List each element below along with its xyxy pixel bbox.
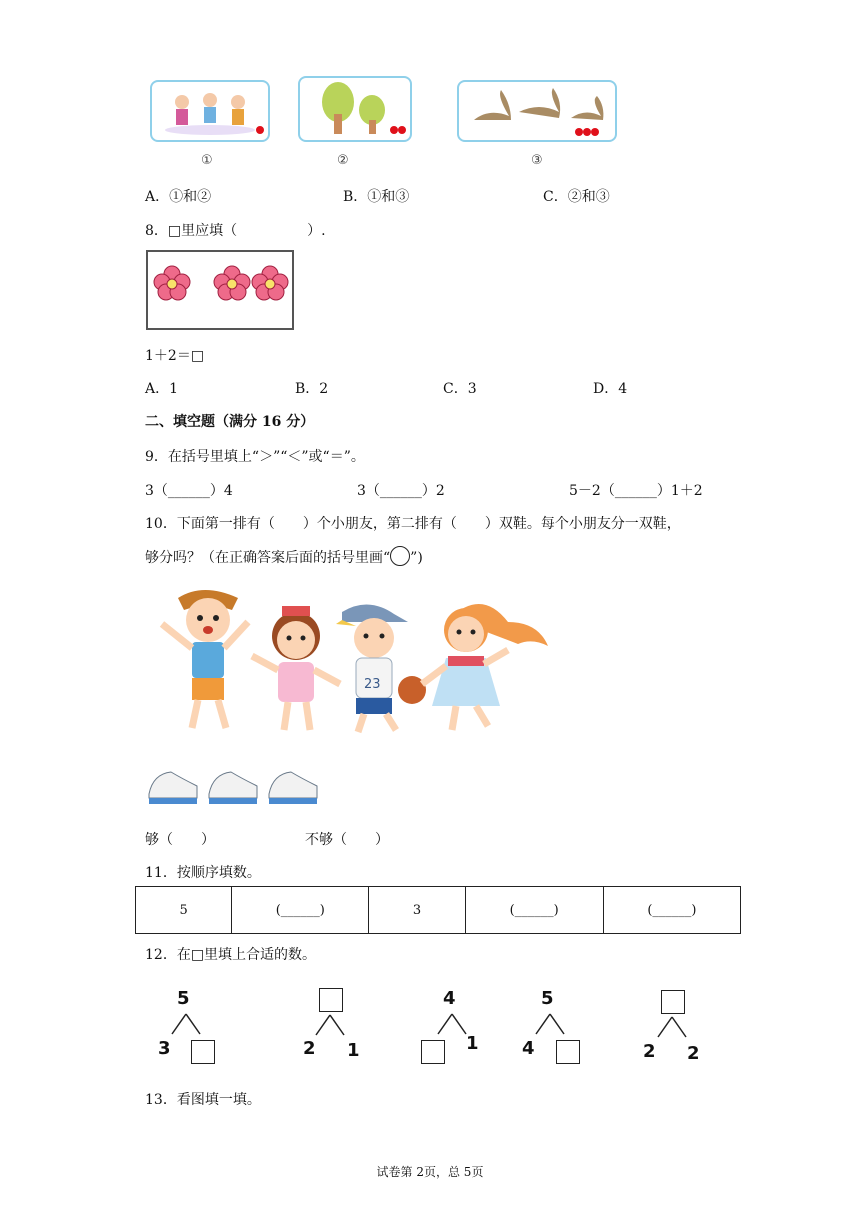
q8-option-d[interactable]: D．4 <box>593 381 628 397</box>
q7-option-a[interactable]: A．①和② <box>145 189 212 205</box>
tree-5-top-box[interactable] <box>661 990 685 1014</box>
flower-icon <box>214 266 250 300</box>
shoe-pair-icon <box>269 772 317 804</box>
children-illustration <box>150 582 550 742</box>
geese-drawing <box>459 82 615 140</box>
q12-question: 12．在□里填上合适的数。 <box>145 947 317 963</box>
circle-icon <box>390 546 410 566</box>
q9-item-1[interactable]: 3（______）4 <box>145 483 233 499</box>
tree-2-top-box[interactable] <box>319 988 343 1012</box>
child-2 <box>252 606 340 730</box>
flowers-drawing <box>148 252 292 328</box>
tree-1-left: 3 <box>158 1038 171 1059</box>
q8-option-a[interactable]: A．1 <box>145 381 179 397</box>
seq-cell: 3 <box>369 887 465 934</box>
tree-4-left: 4 <box>522 1038 535 1059</box>
section-heading: 二、填空题（满分 16 分） <box>145 414 315 430</box>
tree-1-top: 5 <box>177 988 190 1009</box>
tree-5-right: 2 <box>687 1043 700 1064</box>
tree-1-lines <box>168 1012 208 1036</box>
q10-line-2-text: 够分吗？（在正确答案后面的括号里画“ <box>145 550 391 566</box>
q10-line-2-end: ”) <box>410 550 423 566</box>
q11-question: 11．按顺序填数。 <box>145 865 261 881</box>
picture-1-children <box>150 80 270 142</box>
pic-label-2: ② <box>337 153 349 168</box>
child-4 <box>422 604 548 730</box>
flower-icon <box>154 266 190 300</box>
q8-option-c[interactable]: C．3 <box>443 381 477 397</box>
flower-icon <box>252 266 288 300</box>
children-drawing <box>152 82 268 140</box>
q7-option-c[interactable]: C．②和③ <box>543 189 610 205</box>
tree-3-right: 1 <box>466 1033 479 1054</box>
tree-1-right-box[interactable] <box>191 1040 215 1064</box>
q8-question: 8．□里应填（ ）. <box>145 223 326 239</box>
q9-question: 9．在括号里填上“＞”“＜”或“＝”。 <box>145 449 365 465</box>
picture-2-trees <box>298 76 412 142</box>
tree-2-left: 2 <box>303 1038 316 1059</box>
tree-3-top: 4 <box>443 988 456 1009</box>
choice-enough[interactable]: 够（ ） <box>145 832 215 848</box>
picture-3-geese <box>457 80 617 142</box>
q13-question: 13．看图填一填。 <box>145 1092 261 1108</box>
q8-option-b[interactable]: B．2 <box>295 381 329 397</box>
child-1 <box>162 590 248 728</box>
tree-4-top: 5 <box>541 988 554 1009</box>
tree-2-lines <box>312 1013 352 1037</box>
tree-3-left-box[interactable] <box>421 1040 445 1064</box>
shirt-number: 23 <box>364 677 381 692</box>
q10-line-2 <box>145 546 423 567</box>
shoes-illustration <box>145 764 330 808</box>
seq-blank[interactable]: (______) <box>232 887 369 934</box>
shoe-pair-icon <box>209 772 257 804</box>
q10-line-1: 10．下面第一排有（ ）个小朋友，第二排有（ ）双鞋。每个小朋友分一双鞋， <box>145 516 681 532</box>
tree-2-right: 1 <box>347 1040 360 1061</box>
pic-label-3: ③ <box>531 153 543 168</box>
seq-cell: 5 <box>136 887 232 934</box>
q7-option-b[interactable]: B．①和③ <box>343 189 410 205</box>
tree-4-right-box[interactable] <box>556 1040 580 1064</box>
q9-item-2[interactable]: 3（______）2 <box>357 483 445 499</box>
tree-4-lines <box>532 1012 572 1036</box>
choice-not-enough[interactable]: 不够（ ） <box>305 832 389 848</box>
shoe-pair-icon <box>149 772 197 804</box>
page-footer: 试卷第 2页，总 5页 <box>376 1165 484 1179</box>
q9-item-3[interactable]: 5－2（______）1＋2 <box>569 483 703 499</box>
q8-equation: 1＋2＝□ <box>145 348 205 364</box>
seq-blank[interactable]: (______) <box>603 887 740 934</box>
flower-box <box>146 250 294 330</box>
pic-label-1: ① <box>201 153 213 168</box>
child-3 <box>336 604 426 732</box>
tree-5-lines <box>654 1015 694 1039</box>
seq-blank[interactable]: (______) <box>465 887 603 934</box>
trees-drawing <box>300 78 410 140</box>
sequence-table <box>135 886 741 934</box>
tree-5-left: 2 <box>643 1041 656 1062</box>
